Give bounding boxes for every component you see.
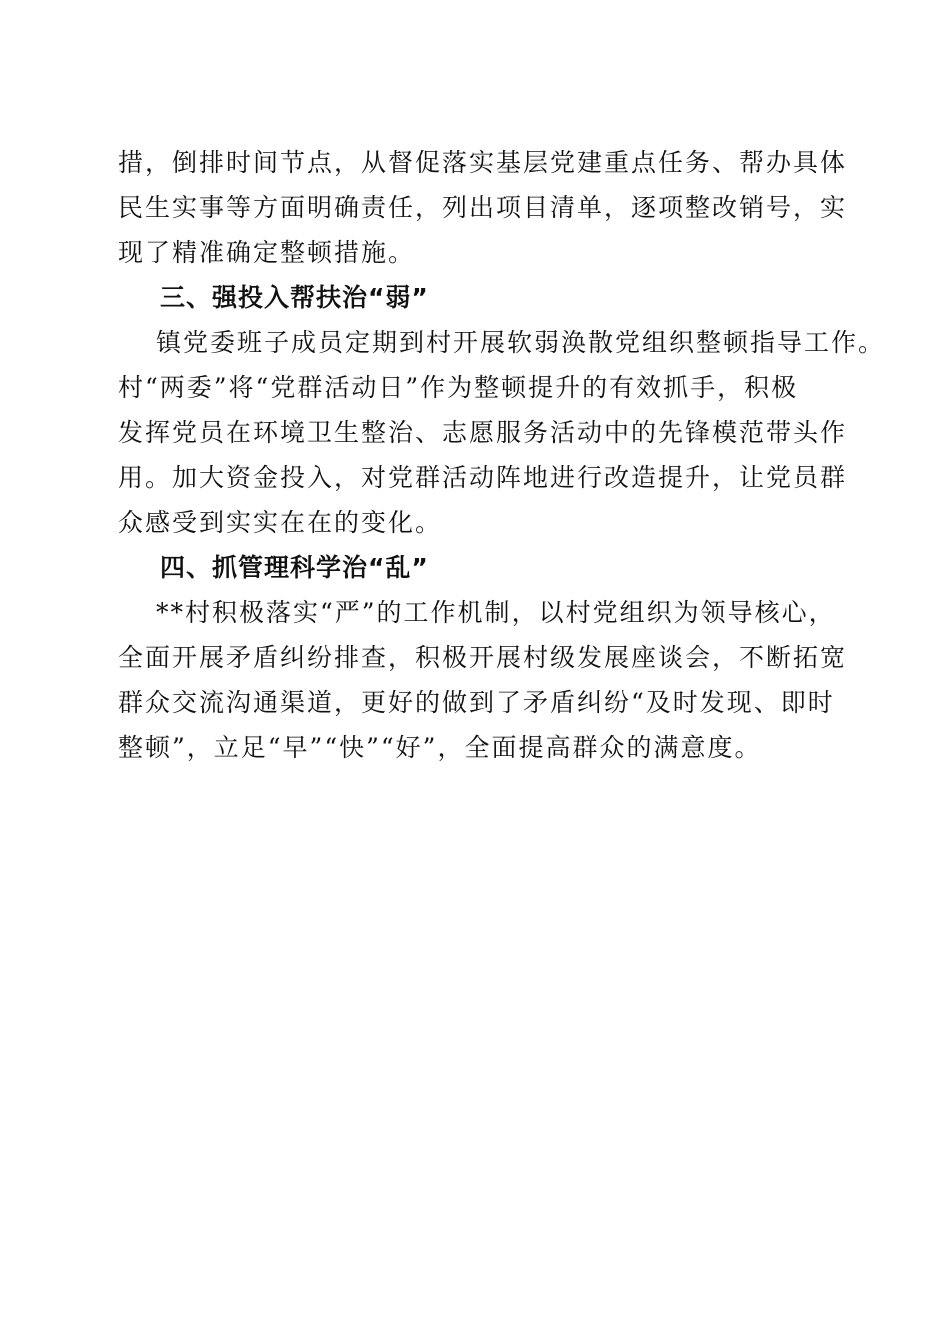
text-line: 用。加大资金投入，对党群活动阵地进行改造提升，让党员群: [118, 463, 848, 492]
text-line: **村积极落实“严”的工作机制，以村党组织为领导核心，: [156, 598, 836, 627]
section-four: [118, 545, 848, 770]
text-line: 民生实事等方面明确责任，列出项目清单，逐项整改销号，实: [118, 193, 848, 222]
text-line: 发挥党员在环境卫生整治、志愿服务活动中的先锋模范带头作: [118, 418, 848, 447]
document-body: [118, 140, 886, 770]
text-line: 村“两委”将“党群活动日”作为整顿提升的有效抓手，积极: [118, 373, 799, 402]
text-line: 现了精准确定整顿措施。: [118, 238, 416, 267]
section-heading: 三、强投入帮扶治“弱”: [160, 283, 429, 312]
text-line: 群众交流沟通渠道，更好的做到了矛盾纠纷“及时发现、即时: [118, 688, 835, 717]
text-line: 措，倒排时间节点，从督促落实基层党建重点任务、帮办具体: [118, 148, 848, 177]
text-line: 整顿”，立足“早”“快”“好”，全面提高群众的满意度。: [118, 733, 762, 762]
section-heading: 四、抓管理科学治“乱”: [160, 553, 429, 582]
text-line: 全面开展矛盾纠纷排查，积极开展村级发展座谈会，不断拓宽: [118, 643, 848, 672]
text-line: 众感受到实实在在的变化。: [118, 508, 443, 537]
paragraph-continued: [118, 140, 848, 275]
text-line: 镇党委班子成员定期到村开展软弱涣散党组织整顿指导工作。: [156, 328, 886, 357]
section-three: [118, 275, 886, 545]
